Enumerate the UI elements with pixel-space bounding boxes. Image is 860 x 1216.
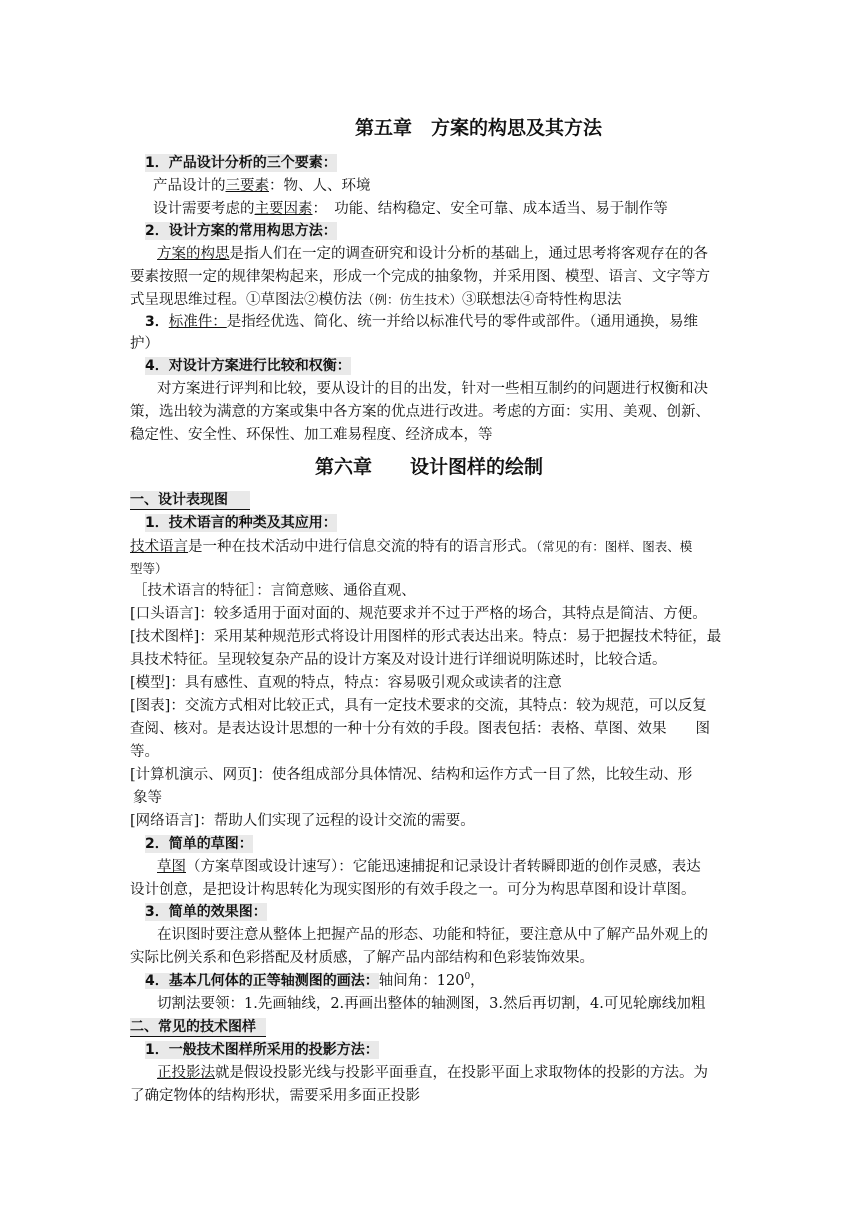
ch6-a-s1-line3: ［技术语言的特征］：言简意赅、通俗直观、: [133, 583, 416, 599]
ch6-a-s2-para-line2: 设计创意，是把设计构思转化为现实图形的有效手段之一。可分为构思草图和设计草图。: [130, 882, 696, 898]
ch6-a-s4-para-line1: 切割法要领：1.先画轴线，2.再画出整体的轴测图，3.然后再切割，4.可见轮廓线加粗: [157, 996, 706, 1012]
ch6-a-s3-para-line1: 在识图时要注意从整体上把握产品的形态、功能和特征，要注意从中了解产品外观上的: [157, 927, 708, 943]
ch5-s4-para-line1: 对方案进行评判和比较，要从设计的目的出发，针对一些相互制约的问题进行权衡和决: [157, 381, 708, 397]
ch6-a-s1-line11: [计算机演示、网页]：使各组成部分具体情况、结构和运作方式一目了然，比较生动、形: [130, 767, 693, 783]
ch6-part-b-heading: 二、常见的技术图样: [130, 1018, 266, 1037]
ch6-a-s1-line9: 查阅、核对。是表达设计思想的一种十分有效的手段。图表包括：表格、草图、效果 图: [130, 721, 710, 737]
ch6-b-s1-para-line2: 了确定物体的结构形状，需要采用多面正投影: [130, 1088, 420, 1104]
ch6-a-s1-line5: [技术图样]：采用某种规范形式将设计用图样的形式表达出来。特点：易于把握技术特征，最: [130, 629, 722, 645]
ch5-s1-line1: 产品设计的三要素：物、人、环境: [153, 178, 371, 194]
ch5-s2-para-line3: 式呈现思维过程。①草图法②模仿法（例：仿生技术）③联想法④奇特性构思法: [130, 292, 622, 308]
chapter-5-title: 第五章 方案的构思及其方法: [355, 117, 603, 139]
ch6-a-s2-heading: 2．简单的草图：: [145, 836, 253, 852]
ch6-a-s1-line10: 等。: [130, 744, 159, 760]
chapter-6-title: 第六章 设计图样的绘制: [315, 456, 544, 478]
ch6-a-s2-para-line1: 草图（方案草图或设计速写）：它能迅速捕捉和记录设计者转瞬即逝的创作灵感，表达: [157, 859, 701, 875]
ch5-s4-para-line2: 策，选出较为满意的方案或集中各方案的优点进行改进。考虑的方面：实用、美观、创新、: [130, 404, 710, 420]
ch6-a-s3-heading: 3．简单的效果图：: [145, 904, 267, 920]
ch5-s2-para-line1: 方案的构思是指人们在一定的调查研究和设计分析的基础上，通过思考将客观存在的各: [157, 246, 708, 262]
ch5-s1-line2: 设计需要考虑的主要因素： 功能、结构稳定、安全可靠、成本适当、易于制作等: [153, 201, 668, 217]
ch5-s4-para-line3: 稳定性、安全性、环保性、加工难易程度、经济成本，等: [130, 427, 493, 443]
ch6-a-s4-heading: 4．基本几何体的正等轴测图的画法：轴间角：$120^0$，: [145, 972, 485, 989]
ch5-s2-para-line2: 要素按照一定的规律架构起来，形成一个完成的抽象物，并采用图、模型、语言、文字等方: [130, 269, 710, 285]
ch5-s3-line1: 3．标准件：是指经优选、简化、统一并给以标准代号的零件或部件。（通用通换，易维: [145, 314, 698, 330]
ch6-part-a-heading: 一、设计表现图: [130, 491, 250, 510]
ch5-s2-heading: 2．设计方案的常用构思方法：: [145, 223, 337, 239]
ch6-a-s1-line7: [模型]：具有感性、直观的特点，特点：容易吸引观众或读者的注意: [130, 675, 562, 691]
ch6-a-s1-line6: 具技术特征。呈现较复杂产品的设计方案及对设计进行详细说明陈述时，比较合适。: [130, 652, 667, 668]
ch5-s3-line2: 护）: [130, 336, 159, 352]
ch6-a-s1-line2: 型等）: [130, 561, 168, 576]
ch6-a-s1-line4: [口头语言]：较多适用于面对面的、规范要求并不过于严格的场合，其特点是简洁、方便。: [130, 606, 707, 622]
ch6-b-s1-para-line1: 正投影法就是假设投影光线与投影平面垂直，在投影平面上求取物体的投影的方法。为: [157, 1065, 708, 1081]
ch5-s1-heading: 1．产品设计分析的三个要素：: [145, 155, 337, 171]
ch6-a-s1-line13: [网络语言]：帮助人们实现了远程的设计交流的需要。: [130, 813, 475, 829]
ch6-a-s1-line1: 技术语言是一种在技术活动中进行信息交流的特有的语言形式。（常见的有：图样、图表、模: [130, 539, 693, 555]
ch6-a-s1-line12: 象等: [133, 790, 162, 806]
ch5-s4-heading: 4．对设计方案进行比较和权衡：: [145, 358, 351, 374]
ch6-a-s3-para-line2: 实际比例关系和色彩搭配及材质感，了解产品内部结构和色彩装饰效果。: [130, 950, 594, 966]
ch6-a-s1-line8: [图表]：交流方式相对比较正式，具有一定技术要求的交流，其特点：较为规范，可以反复: [130, 698, 707, 714]
ch6-b-s1-heading: 1．一般技术图样所采用的投影方法：: [145, 1042, 379, 1058]
ch6-a-s1-heading: 1．技术语言的种类及其应用：: [145, 515, 337, 531]
